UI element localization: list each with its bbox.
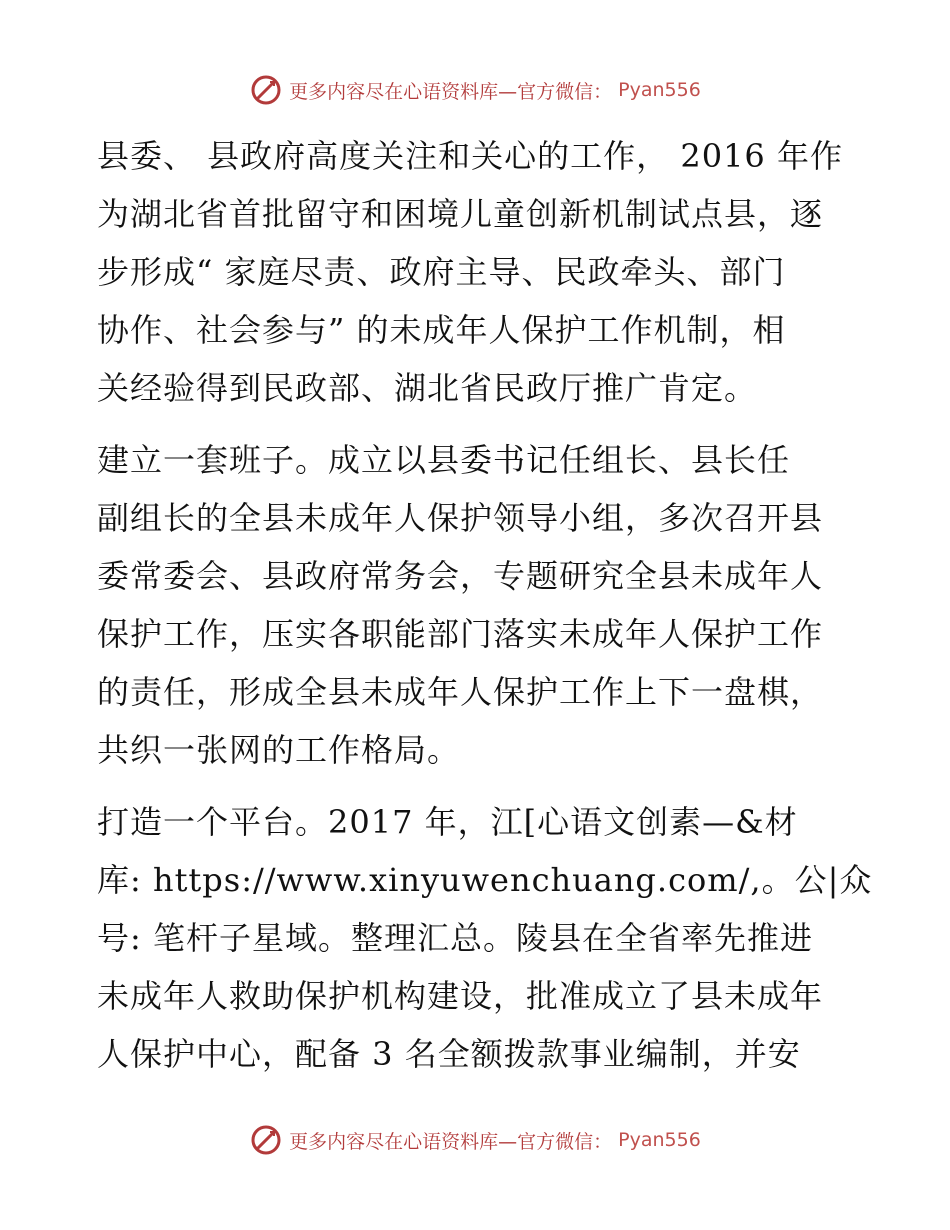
- text-line: 建立一套班子。成立以县委书记任组长、县长任: [97, 441, 791, 479]
- text-line: 副组长的全县未成年人保护领导小组，多次召开县: [97, 499, 824, 537]
- paragraph-2: [97, 431, 867, 779]
- document-body: [97, 127, 873, 1083]
- text-line: 打造一个平台。2017 年，江[心语文创素—&材: [97, 803, 798, 841]
- quill-logo-icon: [249, 73, 283, 107]
- header-watermark-banner: [0, 70, 950, 110]
- text-line: 保护工作，压实各职能部门落实未成年人保护工作: [97, 615, 824, 653]
- text-line: 协作、社会参与” 的未成年人保护工作机制，相: [97, 311, 786, 349]
- text-line: 委常委会、县政府常务会，专题研究全县未成年人: [97, 557, 824, 595]
- text-line: 共织一张网的工作格局。: [97, 731, 461, 769]
- paragraph-1: [97, 127, 867, 417]
- footer-watermark-text: 更多内容尽在心语资料库—官方微信：: [289, 1130, 613, 1153]
- quill-logo-icon: [249, 1123, 283, 1157]
- text-line: 库: https://www.xinyuwenchuang.com/,。公|众: [97, 861, 873, 899]
- text-line: 未成年人救助保护机构建设，批准成立了县未成年: [97, 977, 824, 1015]
- text-line: 步形成“ 家庭尽责、政府主导、民政牵头、部门: [97, 253, 786, 291]
- text-line: 关经验得到民政部、湖北省民政厅推广肯定。: [97, 369, 758, 407]
- paragraph-3: [97, 793, 873, 1083]
- header-watermark-handle: Pyan556: [618, 79, 701, 101]
- text-line: 为湖北省首批留守和困境儿童创新机制试点县，逐: [97, 195, 824, 233]
- header-watermark-text: 更多内容尽在心语资料库—官方微信：: [289, 80, 613, 103]
- text-line: 的责任，形成全县未成年人保护工作上下一盘棋，: [97, 673, 824, 711]
- footer-watermark-handle: Pyan556: [618, 1129, 701, 1151]
- text-line: 人保护中心，配备 3 名全额拨款事业编制，并安: [97, 1035, 801, 1073]
- text-line: 县委、 县政府高度关注和关心的工作， 2016 年作: [97, 137, 843, 175]
- footer-watermark-banner: [0, 1120, 950, 1160]
- text-line: 号: 笔杆子星域。整理汇总。陵县在全省率先推进: [97, 919, 813, 957]
